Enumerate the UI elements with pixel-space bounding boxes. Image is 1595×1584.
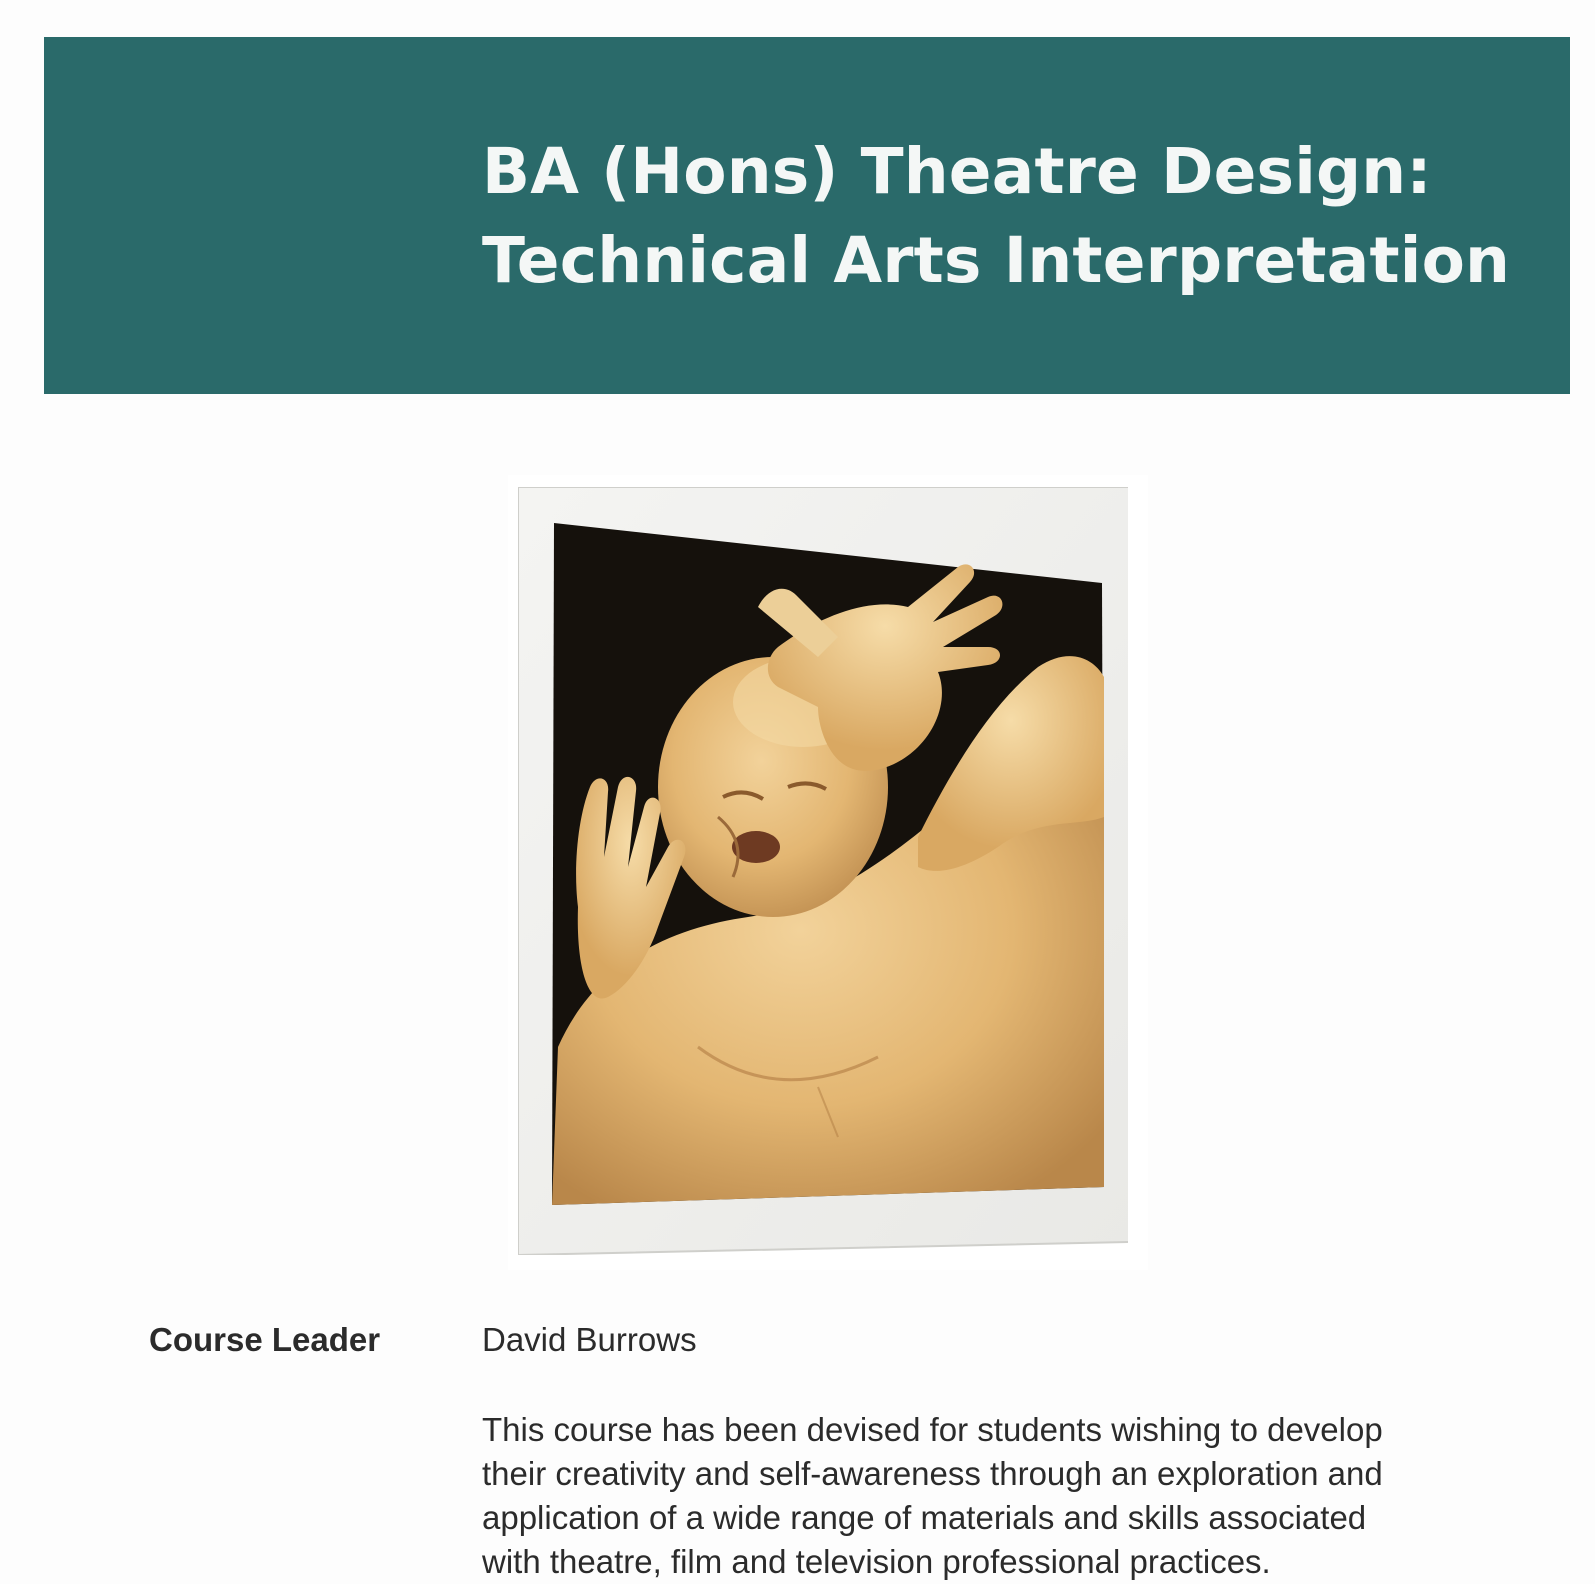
page-title-line-1: BA (Hons) Theatre Design: <box>482 135 1432 208</box>
course-description-line: application of a wide range of materials and skills associated <box>482 1499 1367 1536</box>
course-description-line: their creativity and self-awareness through an exploration and <box>482 1455 1383 1492</box>
page-title-line-2: Technical Arts Interpretation <box>482 224 1511 297</box>
sculpture-illustration <box>518 487 1128 1255</box>
course-description-line: This course has been devised for students wishing to develop <box>482 1411 1383 1448</box>
course-leader-label: Course Leader <box>149 1321 381 1358</box>
sculpture-photo <box>508 475 1148 1270</box>
page-title <box>482 127 1510 305</box>
course-description-line: with theatre, film and television professional practices. <box>482 1543 1271 1580</box>
course-description <box>482 1408 1542 1584</box>
course-leader-name: David Burrows <box>482 1321 697 1358</box>
title-banner <box>44 37 1570 394</box>
